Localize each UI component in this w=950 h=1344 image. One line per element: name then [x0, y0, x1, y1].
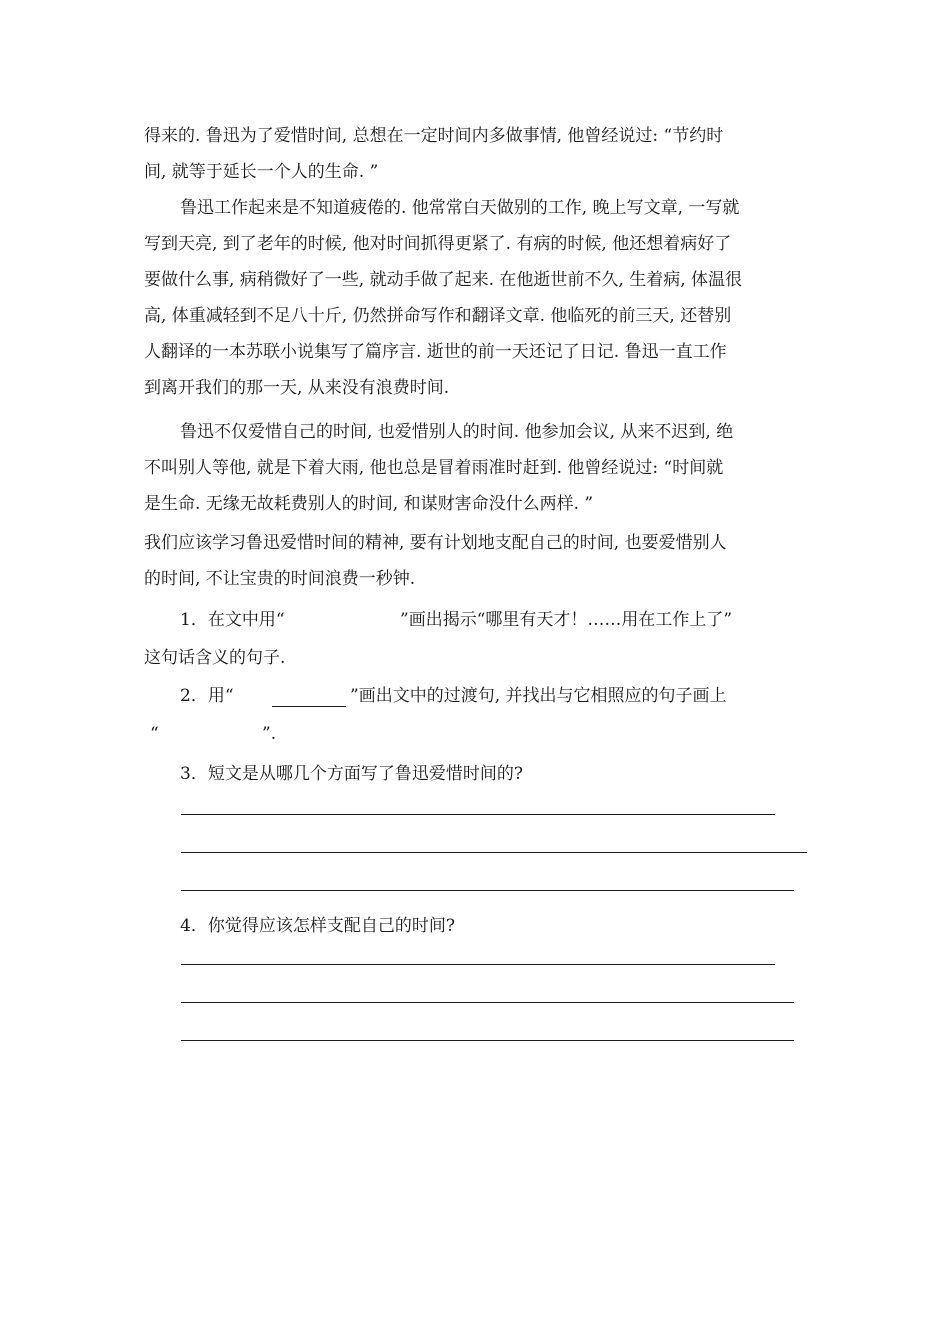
passage-line: 到离开我们的那一天, 从来没有浪费时间. [144, 378, 450, 398]
passage-line: 鲁迅不仅爱惜自己的时间, 也爱惜别人的时间. 他参加会议, 从来不迟到, 绝 [180, 422, 734, 442]
wavy-line-blank [272, 688, 346, 707]
passage-line: 的时间, 不让宝贵的时间浪费一秒钟. [144, 569, 416, 589]
question-2-open-quote: “ [150, 724, 159, 744]
question-3-text: 3．短文是从哪几个方面写了鲁迅爱惜时间的? [180, 764, 523, 784]
question-1-line2: 这句话含义的句子. [144, 648, 286, 668]
passage-line: 不叫别人等他, 就是下着大雨, 他也总是冒着雨准时赶到. 他曾经说过: “时间就 [144, 458, 724, 478]
answer-line[interactable] [181, 1002, 794, 1003]
answer-line[interactable] [181, 1040, 794, 1041]
passage-line: 鲁迅工作起来是不知道疲倦的. 他常常白天做别的工作, 晚上写文章, 一写就 [180, 198, 740, 218]
question-2-close-quote: ”. [262, 724, 277, 744]
passage-line: 得来的. 鲁迅为了爱惜时间, 总想在一定时间内多做事情, 他曾经说过: “节约时 [144, 126, 724, 146]
question-4-text: 4．你觉得应该怎样支配自己的时间? [180, 916, 455, 936]
answer-line[interactable] [181, 964, 775, 965]
answer-line[interactable] [181, 890, 794, 891]
question-2-text: ”画出文中的过渡句, 并找出与它相照应的句子画上 [350, 686, 727, 706]
answer-line[interactable] [181, 814, 775, 815]
question-1-prefix: 1．在文中用“ [180, 610, 285, 630]
passage-line: 人翻译的一本苏联小说集写了篇序言. 逝世的前一天还记了日记. 鲁迅一直工作 [144, 342, 727, 362]
passage-line: 高, 体重减轻到不足八十斤, 仍然拼命写作和翻译文章. 他临死的前三天, 还替别 [144, 306, 732, 326]
question-1-text: ”画出揭示“哪里有天才！……用在工作上了” [400, 610, 733, 630]
passage-line: 写到天亮, 到了老年的时候, 他对时间抓得更紧了. 有病的时候, 他还想着病好了 [144, 234, 732, 254]
question-2-prefix: 2．用“ [180, 686, 234, 706]
answer-line[interactable] [181, 852, 807, 853]
passage-line: 要做什么事, 病稍微好了一些, 就动手做了起来. 在他逝世前不久, 生着病, 体温很 [144, 270, 743, 290]
passage-line: 间, 就等于延长一个人的生命. ” [144, 162, 379, 182]
passage-line: 是生命. 无缘无故耗费别人的时间, 和谋财害命没什么两样. ” [144, 494, 594, 514]
passage-line: 我们应该学习鲁迅爱惜时间的精神, 要有计划地支配自己的时间, 也要爱惜别人 [144, 533, 727, 553]
